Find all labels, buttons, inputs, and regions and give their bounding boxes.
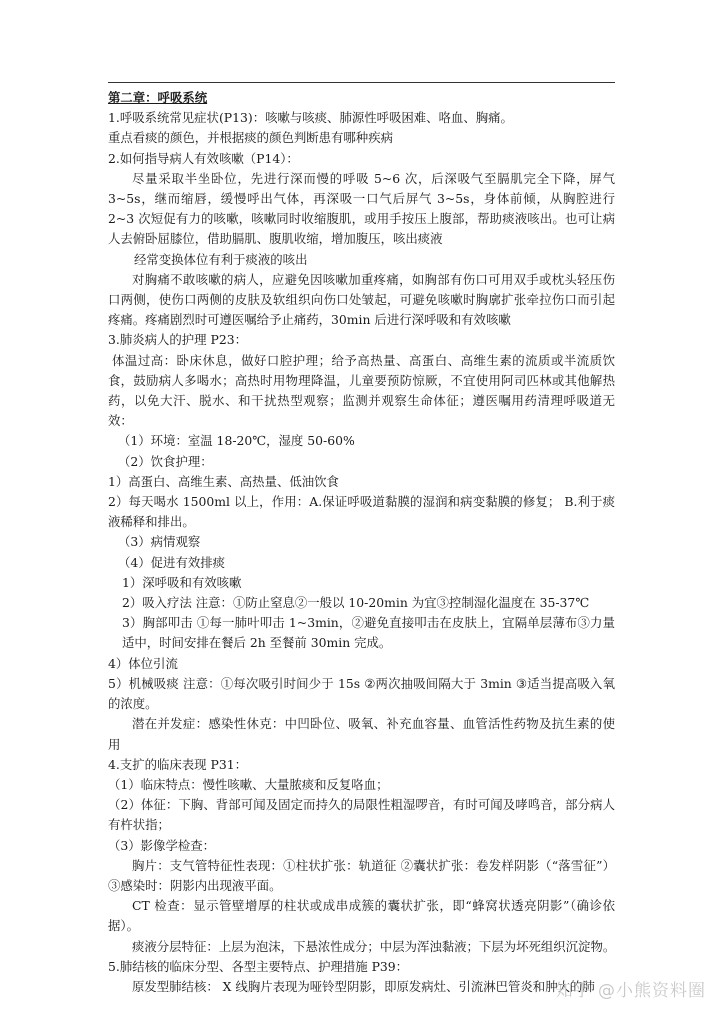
section-heading: 4.支扩的临床表现 P31： [108,756,247,772]
text-line: （1）环境：室温 18-20℃，湿度 50-60% [118,433,355,449]
paragraph: 潜在并发症：感染性休克：中凹卧位、吸氧、补充血容量、血管活性药物及抗生素的使用 [108,716,615,752]
text-line: 重点看痰的颜色，并根据痰的颜色判断患有哪种疾病 [108,130,393,146]
text-line: 原发型肺结核： X 线胸片表现为哑铃型阴影，即原发病灶、引流淋巴管炎和肿大的肺 [132,978,595,994]
header-rule [108,82,615,83]
text-line: 2）吸入疗法 注意：①防止窒息②一般以 10-20min 为宜③控制湿化温度在 35-37℃ [122,595,590,611]
document-body [108,88,615,997]
paragraph: 3）胸部叩击 ①每一肺叶叩击 1~3min，②避免直接叩击在皮肤上，宜隔单层薄布③力量适中，时间安排在餐后 2h 至餐前 30min 完成。 [122,615,615,651]
text-line: （1）临床特点：慢性咳嗽、大量脓痰和反复咯血； [108,776,389,792]
paragraph: 体温过高：卧床休息，做好口腔护理；给予高热量、高蛋白、高维生素的流质或半流质饮食，鼓励病人多喝水；高热时用物理降温，儿童要预防惊厥，不宜使用阿司匹林或其他解热药，以免大汗、脱水、和干扰热型观察；监测并观察生命体征；遵医嘱用药清理呼吸道无效： [108,352,615,429]
text-line: 痰液分层特征：上层为泡沫，下悬浓性成分；中层为浑浊黏液；下层为坏死组织沉淀物。 [132,938,616,954]
text-line: （3）病情观察 [118,534,201,550]
text-line: （4）促进有效排痰 [118,554,226,570]
text-line: 1）深呼吸和有效咳嗽 [122,574,242,590]
section-heading: 5.肺结核的临床分型、各型主要特点、护理措施 P39： [108,958,409,974]
text-line: （2）饮食护理： [118,453,213,469]
text-line: 1.呼吸系统常见症状(P13)：咳嗽与咳痰、肺源性呼吸困难、咯血、胸痛。 [108,110,513,126]
paragraph: 5）机械吸痰 注意：①每次吸引时间少于 15s ②两次抽吸间隔大于 3min ③适当提高吸入氧的浓度。 [108,675,615,712]
chapter-title: 第二章：呼吸系统 [108,90,208,105]
paragraph: 2）每天喝水 1500ml 以上，作用：A.保证呼吸道黏膜的湿润和病变黏膜的修复； B.利于痰液稀释和排出。 [108,494,615,530]
section-heading: 2.如何指导病人有效咳嗽（P14）： [108,150,299,166]
paragraph: 对胸痛不敢咳嗽的病人，应避免因咳嗽加重疼痛，如胸部有伤口可用双手或枕头轻压伤口两侧，使伤口两侧的皮肤及软组织向伤口处皱起，可避免咳嗽时胸廓扩张牵拉伤口而引起疼痛。疼痛剧烈时可遵医嘱给予止痛药，30min 后进行深呼吸和有效咳嗽 [108,271,615,328]
text-line: 4）体位引流 [108,655,178,671]
paragraph: 尽量采取半坐卧位，先进行深而慢的呼吸 5~6 次，后深吸气至膈肌完全下降，屏气 3~5s，继而缩唇，缓慢呼出气体，再深吸一口气后屏气 3~5s，身体前倾，从胸腔进行 2~3 次短促有力的咳嗽，咳嗽同时收缩腹肌，或用手按压上腹部，帮助痰液咳出。也可让病人去俯卧屈膝位，借助膈肌、腹肌收缩，增加腹压，咳出痰液 [108,170,615,247]
paragraph: CT 检查：显示管壁增厚的柱状或成串成簇的囊状扩张，即“蜂窝状透亮阴影”（确诊依据）。 [108,898,615,934]
watermark: 知乎 @小熊资料圈 [555,981,706,1001]
text-line: （3）影像学检查： [108,837,216,853]
paragraph: 胸片：支气管特征性表现：①柱状扩张：轨道征 ②囊状扩张：卷发样阴影（“落雪征”）③感染时：阴影内出现液平面。 [108,857,615,893]
text-line: 经常变换体位有利于痰液的咳出 [134,251,308,267]
paragraph: （2）体征：下胸、背部可闻及固定而持久的局限性粗湿啰音，有时可闻及哮鸣音，部分病人有杵状指； [108,797,615,833]
text-line: 1）高蛋白、高维生素、高热量、低油饮食 [108,473,339,489]
section-heading: 3.肺炎病人的护理 P23： [108,332,247,348]
